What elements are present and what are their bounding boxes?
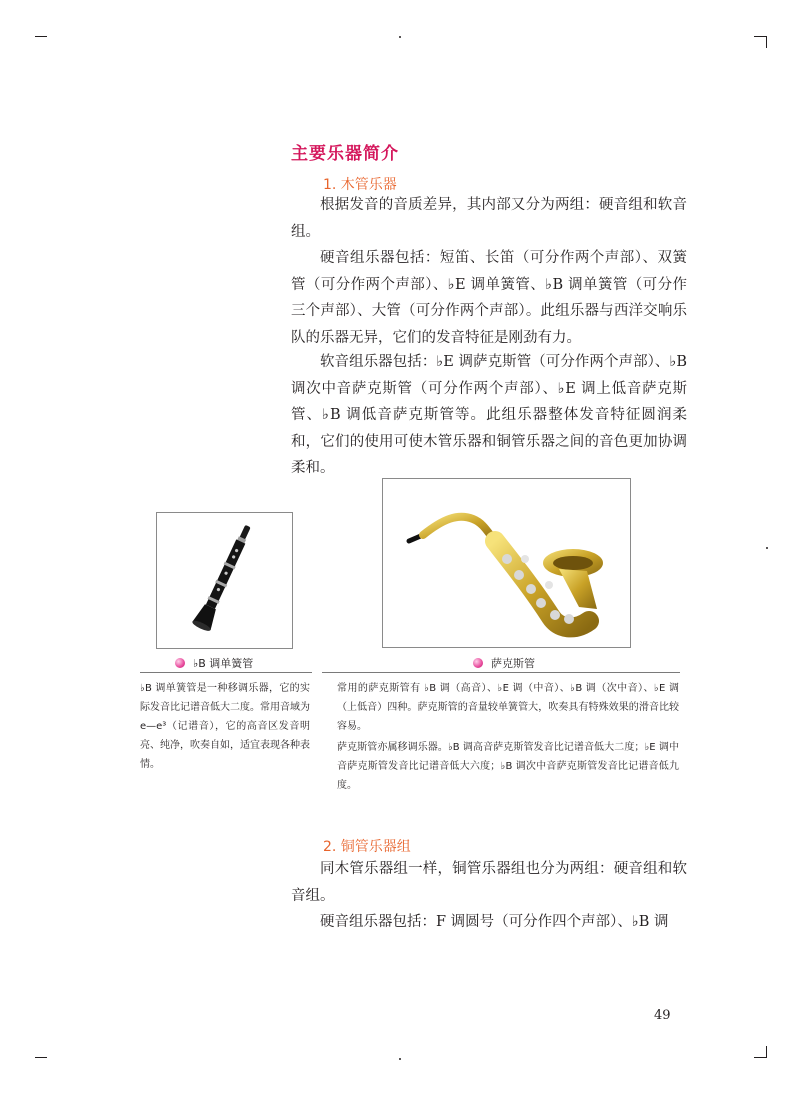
registration-dot [766, 547, 768, 549]
crop-mark [754, 1057, 766, 1058]
crop-mark [35, 1057, 47, 1058]
section-heading: 主要乐器简介 [291, 144, 399, 164]
paragraph: 硬音组乐器包括：F 调圆号（可分作四个声部）、♭B 调 [320, 914, 669, 930]
crop-mark [766, 36, 767, 48]
clarinet-image-frame [156, 512, 293, 649]
page-number: 49 [654, 1008, 671, 1023]
crop-mark [754, 36, 766, 37]
bullet-icon [175, 658, 185, 668]
saxophone-note-1: 常用的萨克斯管有 ♭B 调（高音）、♭E 调（中音）、♭B 调（次中音）、♭E 调（上低音）四种。萨克斯管的音量较单簧管大，吹奏具有特殊效果的滑音比较容易。 [337, 683, 679, 732]
clarinet-caption [175, 655, 253, 671]
registration-dot [399, 36, 401, 38]
subsection-title-woodwinds: 1. 木管乐器 [323, 177, 397, 193]
divider [322, 672, 680, 673]
saxophone-caption-text: 萨克斯管 [491, 657, 535, 670]
saxophone-note-2: 萨克斯管亦属移调乐器。♭B 调高音萨克斯管发音比记谱音低大二度；♭E 调中音萨克斯管发音比记谱音低大六度；♭B 调次中音萨克斯管发音比记谱音低九度。 [337, 742, 679, 791]
saxophone-image-frame [382, 478, 631, 648]
crop-mark [766, 1046, 767, 1058]
bullet-icon [473, 658, 483, 668]
saxophone-illustration [383, 479, 630, 647]
paragraph: 软音组乐器包括：♭E 调萨克斯管（可分作两个声部）、♭B 调次中音萨克斯管（可分作两个声部）、♭E 调上低音萨克斯管、♭B 调低音萨克斯管等。此组乐器整体发音特征圆润柔和，它们的使用可使木管乐器和铜管乐器之间的音色更加协调柔和。 [291, 354, 687, 476]
registration-dot [399, 1058, 401, 1060]
saxophone-caption [473, 655, 535, 671]
clarinet-illustration [157, 513, 292, 648]
crop-mark [35, 36, 47, 37]
clarinet-note: ♭B 调单簧管是一种移调乐器，它的实际发音比记谱音低大二度。常用音域为 e—e³（记谱音），它的高音区发音明亮、纯净，吹奏自如，适宜表现各种表情。 [140, 683, 310, 770]
clarinet-caption-text: ♭B 调单簧管 [193, 657, 254, 670]
paragraph: 同木管乐器组一样，铜管乐器组也分为两组：硬音组和软音组。 [291, 861, 687, 904]
divider [140, 672, 312, 673]
paragraph: 硬音组乐器包括：短笛、长笛（可分作两个声部）、双簧管（可分作两个声部）、♭E 调单簧管、♭B 调单簧管（可分作三个声部）、大管（可分作两个声部）。此组乐器与西洋交响乐队的乐器无异，它们的发音特征是刚劲有力。 [291, 250, 687, 346]
paragraph: 根据发音的音质差异，其内部又分为两组：硬音组和软音组。 [291, 197, 687, 240]
subsection-title-brass: 2. 铜管乐器组 [323, 839, 411, 855]
